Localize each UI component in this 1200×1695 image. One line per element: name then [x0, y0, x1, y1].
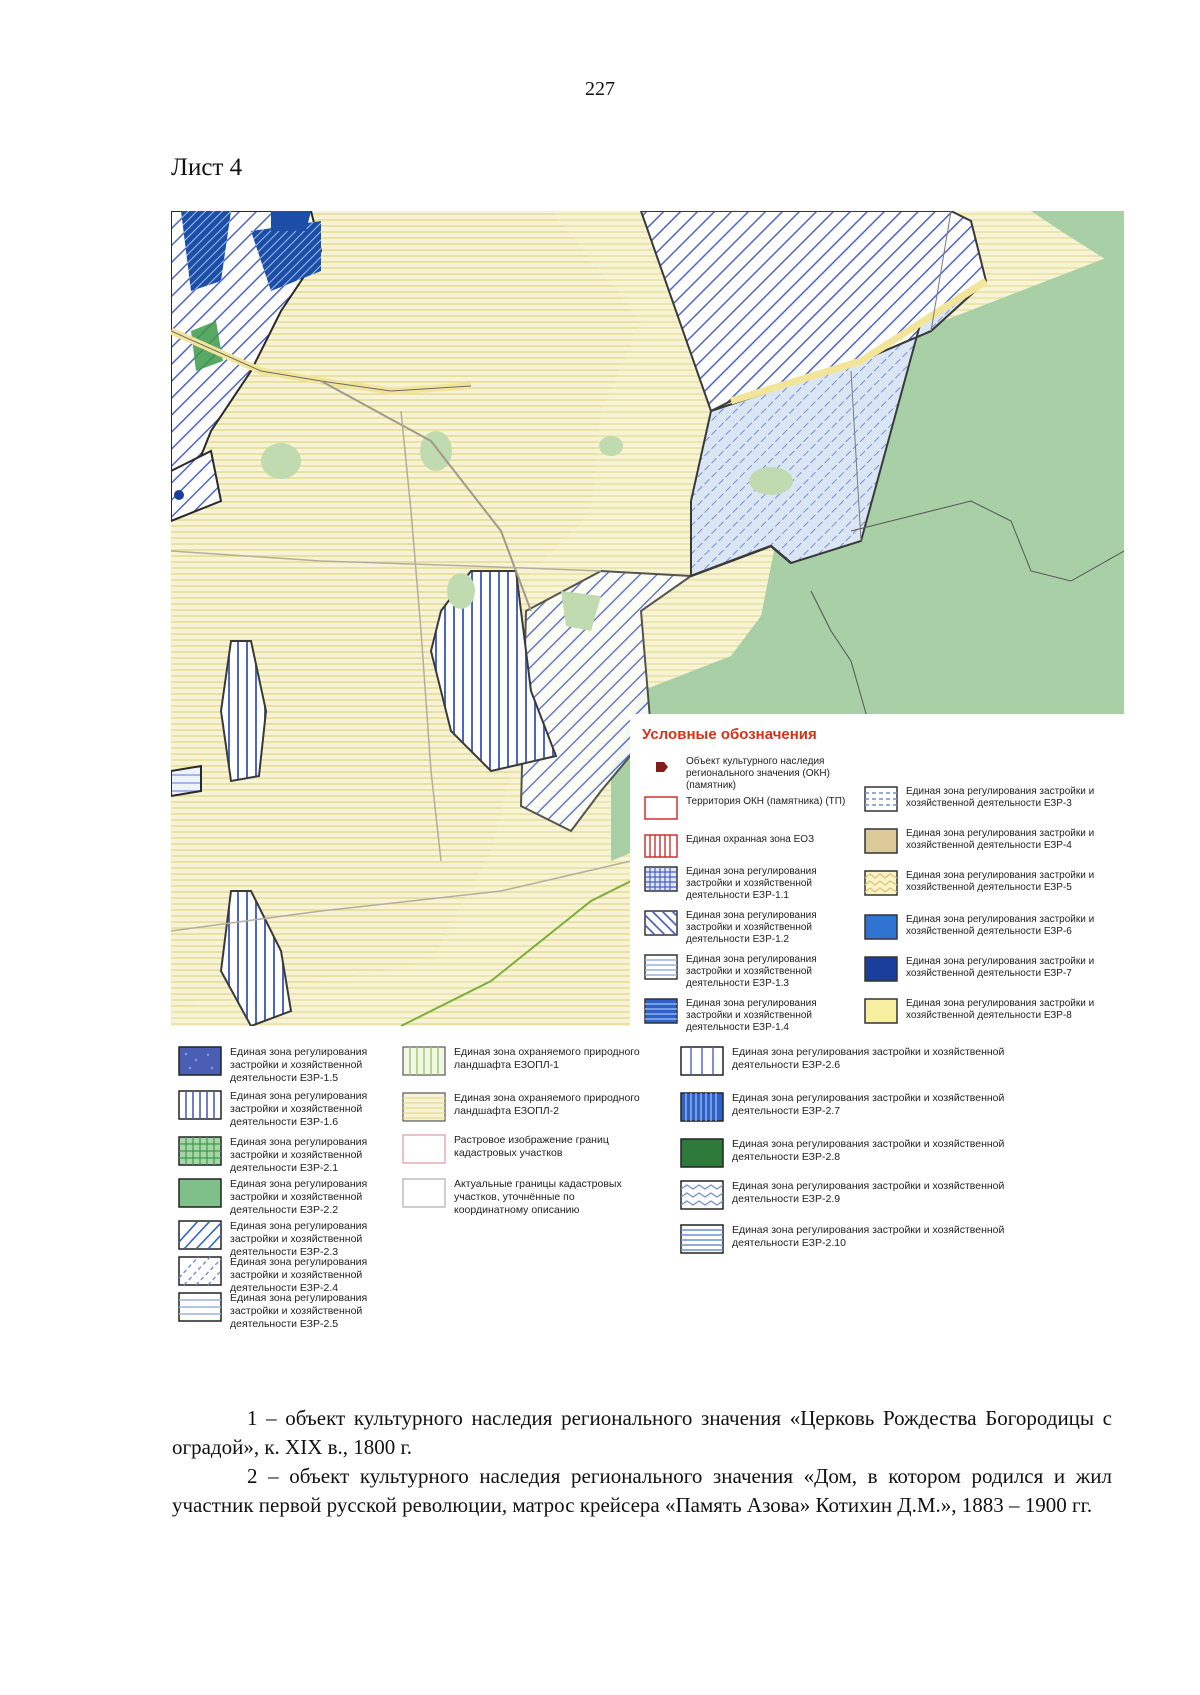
legend-label: Территория ОКН (памятника) (ТП) — [686, 796, 846, 807]
legend-item-ezr-5 — [864, 870, 1104, 896]
legend-label: Единая зона регулирования застройки и хозяйственной деятельности ЕЗР-2.3 — [230, 1220, 368, 1258]
legend-title: Условные обозначения — [642, 726, 817, 743]
legend-label: Растровое изображение границ кадастровых участков — [454, 1134, 609, 1159]
legend-label: Единая зона регулирования застройки и хозяйственной деятельности ЕЗР-1.1 — [686, 866, 817, 901]
legend-label: Единая зона регулирования застройки и хозяйственной деятельности ЕЗР-1.3 — [686, 954, 817, 989]
legend-item-ezr-3 — [864, 786, 1104, 812]
legend-label: Единая зона регулирования застройки и хозяйственной деятельности ЕЗР-2.8 — [732, 1138, 1005, 1163]
legend-label: Единая зона регулирования застройки и хозяйственной деятельности ЕЗР-1.4 — [686, 998, 817, 1033]
legend-item-raster-boundaries — [402, 1134, 642, 1164]
legend-item-tp — [644, 796, 864, 820]
legend-item-ezr-2-9 — [680, 1180, 1010, 1210]
legend-item-ezr-1-2 — [644, 910, 864, 946]
legend-item-ezr-2-3 — [178, 1220, 418, 1259]
legend-label: Единая зона охраняемого природного ландшафта ЕЗОПЛ-2 — [454, 1092, 640, 1117]
legend-item-ezr-1-1 — [644, 866, 864, 902]
legend-item-ezr-2-6 — [680, 1046, 1010, 1076]
legend-label: Единая зона регулирования застройки и хозяйственной деятельности ЕЗР-2.1 — [230, 1136, 368, 1174]
zone-ezr-6 — [271, 211, 311, 231]
okn-object-marker — [174, 490, 184, 500]
legend-label: Единая охранная зона ЕОЗ — [686, 834, 815, 845]
legend-label: Единая зона регулирования застройки и хозяйственной деятельности ЕЗР-2.7 — [732, 1092, 1005, 1117]
legend-item-ezr-4 — [864, 828, 1104, 854]
legend-label: Актуальные границы кадастровых участков, уточнённые по координатному описанию — [454, 1178, 622, 1216]
legend-item-ezr-7 — [864, 956, 1104, 982]
sheet-label: Лист 4 — [171, 154, 243, 181]
legend-label: Единая зона регулирования застройки и хозяйственной деятельности ЕЗР-8 — [906, 998, 1095, 1021]
legend-item-eoz — [644, 834, 864, 858]
legend-label: Единая зона регулирования застройки и хозяйственной деятельности ЕЗР-4 — [906, 828, 1095, 851]
legend-item-ezr-1-4 — [644, 998, 864, 1034]
legend-label: Единая зона регулирования застройки и хозяйственной деятельности ЕЗР-1.6 — [230, 1090, 368, 1128]
legend-label: Объект культурного наследия регионального значения (ОКН) (памятник) — [686, 756, 830, 791]
legend-item-ezr-2-1 — [178, 1136, 418, 1175]
legend-label: Единая зона регулирования застройки и хозяйственной деятельности ЕЗР-2.2 — [230, 1178, 368, 1216]
legend-label: Единая зона регулирования застройки и хозяйственной деятельности ЕЗР-2.9 — [732, 1180, 1005, 1205]
legend-item-ezr-6 — [864, 914, 1104, 940]
legend-label: Единая зона регулирования застройки и хозяйственной деятельности ЕЗР-6 — [906, 914, 1095, 937]
legend-label: Единая зона охраняемого природного ландшафта ЕЗОПЛ-1 — [454, 1046, 640, 1071]
legend-label: Единая зона регулирования застройки и хозяйственной деятельности ЕЗР-2.6 — [732, 1046, 1005, 1071]
legend-item-ezr-1-3 — [644, 954, 864, 990]
legend-item-okn — [644, 756, 864, 792]
legend-item-actual-boundaries — [402, 1178, 642, 1217]
legend-item-ezr-2-8 — [680, 1138, 1010, 1168]
legend-label: Единая зона регулирования застройки и хозяйственной деятельности ЕЗР-7 — [906, 956, 1095, 979]
legend-label: Единая зона регулирования застройки и хозяйственной деятельности ЕЗР-1.5 — [230, 1046, 368, 1084]
legend-item-ezr-2-5 — [178, 1292, 418, 1331]
bottom-legend — [176, 1040, 1116, 1330]
legend-label: Единая зона регулирования застройки и хозяйственной деятельности ЕЗР-1.2 — [686, 910, 817, 945]
map-legend — [630, 714, 1124, 1042]
legend-label: Единая зона регулирования застройки и хозяйственной деятельности ЕЗР-3 — [906, 786, 1095, 809]
legend-item-ezr-2-2 — [178, 1178, 418, 1217]
legend-item-ezopl-1 — [402, 1046, 642, 1076]
note-2: 2 – объект культурного наследия регионального значения «Дом, в котором родился и жил участник первой русской революции, матрос крейсера «Память Азова» Котихин Д.М.», 1883 – 1900 гг. — [172, 1464, 1112, 1517]
note-1: 1 – объект культурного наследия регионального значения «Церковь Рождества Богородицы с оградой», к. XIX в., 1800 г. — [172, 1406, 1112, 1459]
okn-marker-icon — [644, 756, 678, 778]
legend-item-ezopl-2 — [402, 1092, 642, 1122]
legend-item-ezr-8 — [864, 998, 1104, 1024]
legend-label: Единая зона регулирования застройки и хозяйственной деятельности ЕЗР-2.4 — [230, 1256, 368, 1294]
legend-label: Единая зона регулирования застройки и хозяйственной деятельности ЕЗР-2.10 — [732, 1224, 1005, 1249]
legend-item-ezr-2-7 — [680, 1092, 1010, 1122]
legend-label: Единая зона регулирования застройки и хозяйственной деятельности ЕЗР-5 — [906, 870, 1095, 893]
page-number: 227 — [585, 78, 615, 100]
legend-label: Единая зона регулирования застройки и хозяйственной деятельности ЕЗР-2.5 — [230, 1292, 368, 1330]
legend-item-ezr-2-10 — [680, 1224, 1010, 1254]
legend-item-ezr-1-6 — [178, 1090, 418, 1129]
legend-item-ezr-1-5 — [178, 1046, 418, 1085]
legend-item-ezr-2-4 — [178, 1256, 418, 1295]
